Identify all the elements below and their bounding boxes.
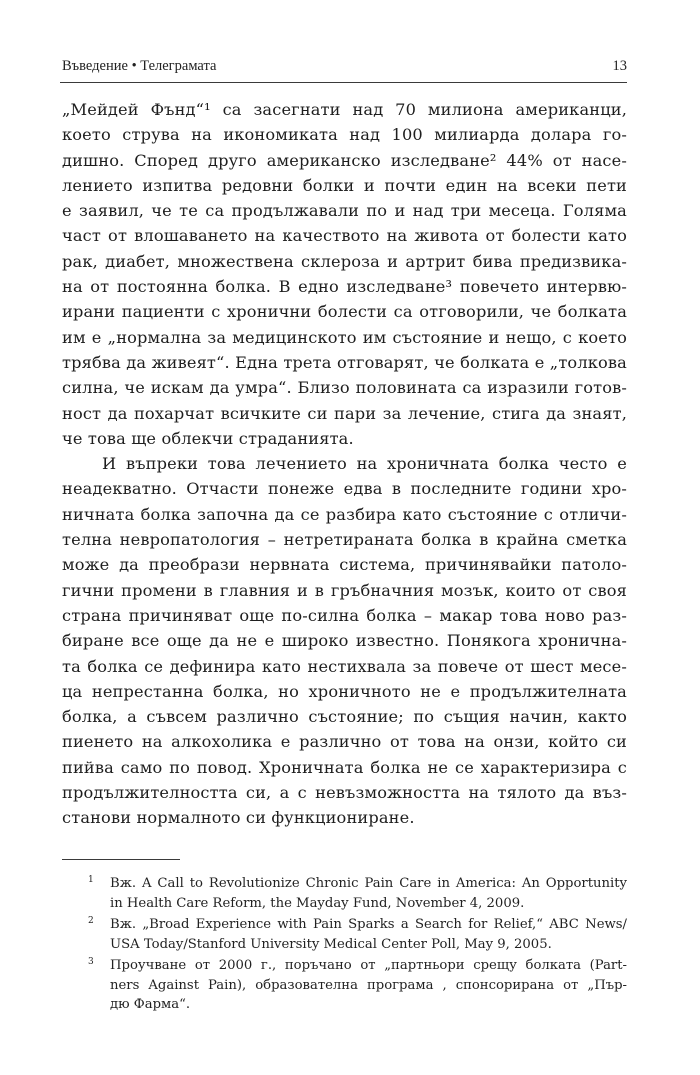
text-line: трябва да живеят“. Една трета отговарят, че болката е „толкова — [62, 352, 627, 372]
text-line: лението изпитва редовни болки и почти един на всеки пети — [62, 175, 627, 195]
footnote-line: ners Against Pain), образователна програма , спонсорирана от „Пър- — [110, 977, 627, 993]
text-line: пийва само по повод. Хроничната болка не се характеризира с — [62, 757, 627, 777]
footnote-line: USA Today/Stanford University Medical Center Poll, May 9, 2005. — [110, 936, 552, 952]
text-line: на от постоянна болка. В едно изследване³ повечето интервю- — [62, 277, 627, 297]
text-line: та болка се дефинира като нестихвала за повече от шест месе- — [62, 656, 627, 676]
footnote-number: 1 — [88, 875, 94, 885]
text-line: което струва на икономиката над 100 милиарда долара го- — [62, 125, 627, 145]
footnote-line: Вж. A Call to Revolutionize Chronic Pain Care in America: An Opportunity — [110, 876, 627, 891]
text-line: че това ще облекчи страданията. — [62, 428, 354, 448]
text-line: може да преобрази нервната система, причинявайки патоло- — [62, 555, 627, 575]
footnote-line: дю Фарма“. — [110, 997, 191, 1012]
text-line: ирани пациенти с хронични болести са отговорили, че болката — [62, 302, 627, 322]
text-line: станови нормалното си функциониране. — [62, 808, 415, 828]
footnote-line: Вж. „Broad Experience with Pain Sparks a Search for Relief,“ ABC News/ — [110, 917, 627, 932]
footnote-line: in Health Care Reform, the Mayday Fund, November 4, 2009. — [110, 895, 525, 911]
text-line: е заявил, че те са продължавали по и над три месеца. Голяма — [62, 201, 627, 221]
footnote-1 — [62, 874, 627, 913]
text-line: дишно. Според друго американско изследване² 44% от насе- — [62, 150, 627, 170]
page-number: 13 — [612, 58, 627, 74]
text-line: биране все още да не е широко известно. Понякога хронична- — [62, 631, 627, 651]
text-line: И въпреки това лечението на хроничната болка често е — [102, 454, 627, 474]
footnote-number: 3 — [88, 957, 94, 967]
text-line: силна, че искам да умра“. Близо половината са изразили готов- — [62, 378, 627, 398]
text-line: рак, диабет, множествена склероза и артрит бива предизвика- — [62, 251, 627, 271]
paragraph-1 — [62, 97, 627, 451]
footnote-rule — [62, 859, 180, 860]
text-line: им е „нормална за медицинското им състояние и нещо, с което — [62, 327, 627, 347]
footnote-number: 2 — [88, 916, 94, 926]
text-line: ничната болка започна да се разбира като състояние с отличи- — [62, 504, 627, 524]
footnote-line: Проучване от 2000 г., поръчано от „партньори срещу болката (Part- — [110, 958, 627, 973]
text-line: „Мейдей Фънд“¹ са засегнати над 70 милиона американци, — [62, 100, 627, 119]
text-line: болка, а съвсем различно състояние; по същия начин, както — [62, 707, 627, 727]
footnote-3 — [62, 956, 627, 1015]
text-line: пиенето на алкохолика е различно от това на онзи, който си — [62, 732, 627, 752]
body-text — [62, 97, 627, 831]
text-line: ца непрестанна болка, но хроничното не е продължителната — [62, 681, 627, 701]
footnote-2 — [62, 915, 627, 954]
text-line: гични промени в главния и в гръбначния мозък, които от своя — [62, 580, 627, 600]
text-line: телна невропатология – нетретираната болка в крайна сметка — [62, 530, 627, 550]
text-line: неадекватно. Отчасти понеже едва в последните години хро- — [62, 479, 627, 499]
text-line: страна причиняват още по-силна болка – макар това ново раз- — [62, 605, 627, 625]
text-line: ност да похарчат всичките си пари за лечение, стига да знаят, — [62, 403, 627, 423]
running-title: Въведение • Телеграмата — [62, 58, 217, 74]
text-line: продължителността си, а с невъзможността на тялото да въз- — [62, 783, 627, 803]
header-rule — [60, 82, 627, 83]
footnotes — [62, 874, 627, 1017]
paragraph-2 — [62, 451, 627, 830]
text-line: част от влошаването на качеството на живота от болести като — [62, 226, 627, 246]
running-header — [62, 58, 627, 80]
